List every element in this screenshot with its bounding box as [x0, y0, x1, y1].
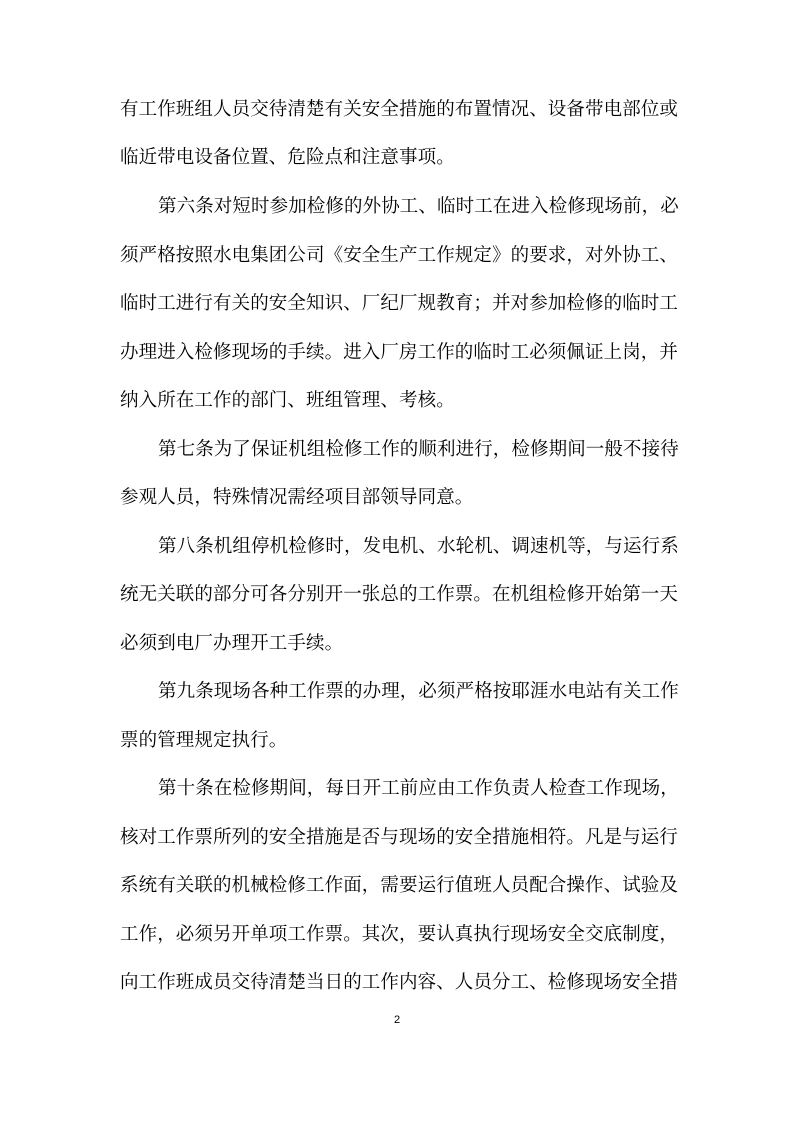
paragraph-first-line: 第六条对短时参加检修的外协工、临时工在进入检修现场前，必 — [158, 196, 679, 217]
paragraph-first-line: 第十条在检修期间，每日开工前应由工作负责人检查工作现场， — [158, 778, 679, 799]
text-line: 工作，必须另开单项工作票。其次，要认真执行现场安全交底制度， — [120, 924, 679, 945]
text-line: 临时工进行有关的安全知识、厂纪厂规教育；并对参加检修的临时工 — [120, 293, 679, 314]
text-line: 参观人员，特殊情况需经项目部领导同意。 — [120, 487, 474, 508]
text-line: 有工作班组人员交待清楚有关安全措施的布置情况、设备带电部位或 — [120, 99, 679, 120]
text-line: 办理进入检修现场的手续。进入厂房工作的临时工必须佩证上岗，并 — [120, 342, 679, 363]
text-line: 统无关联的部分可各分别开一张总的工作票。在机组检修开始第一天 — [120, 584, 679, 605]
text-line: 向工作班成员交待清楚当日的工作内容、人员分工、检修现场安全措 — [120, 972, 679, 993]
text-line: 纳入所在工作的部门、班组管理、考核。 — [120, 390, 455, 411]
text-line: 临近带电设备位置、危险点和注意事项。 — [120, 147, 455, 168]
paragraph-first-line: 第九条现场各种工作票的办理，必须严格按耶涯水电站有关工作 — [158, 681, 679, 702]
text-line: 系统有关联的机械检修工作面，需要运行值班人员配合操作、试验及 — [120, 875, 679, 896]
paragraph-first-line: 第八条机组停机检修时，发电机、水轮机、调速机等，与运行系 — [158, 536, 679, 557]
text-line: 票的管理规定执行。 — [120, 730, 288, 751]
text-line: 必须到电厂办理开工手续。 — [120, 633, 344, 654]
page-number: 2 — [393, 1014, 401, 1026]
text-line: 核对工作票所列的安全措施是否与现场的安全措施相符。凡是与运行 — [120, 827, 679, 848]
text-line: 须严格按照水电集团公司《安全生产工作规定》的要求，对外协工、 — [120, 245, 679, 266]
paragraph-first-line: 第七条为了保证机组检修工作的顺利进行，检修期间一般不接待 — [158, 439, 679, 460]
